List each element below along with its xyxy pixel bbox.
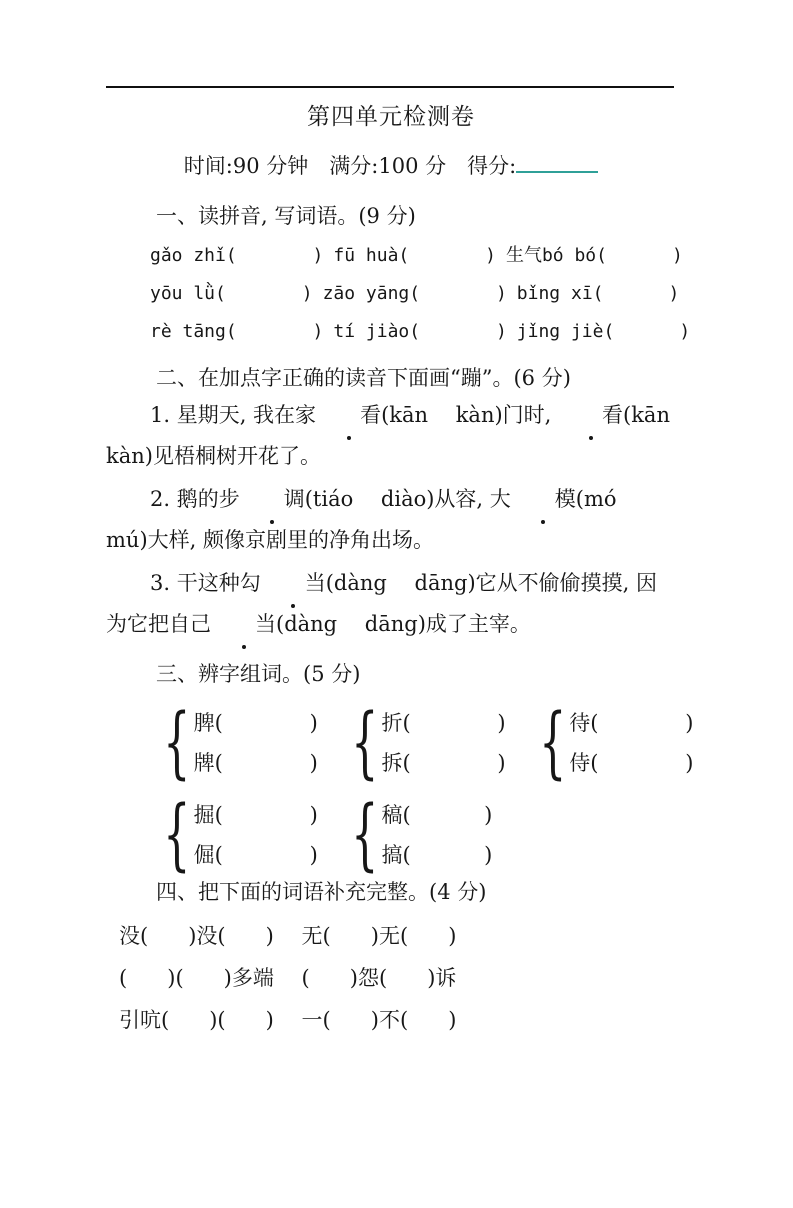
- word-blank: 牌( ): [193, 751, 318, 775]
- text-segment: (kān kàn)见梧桐树开花了。: [106, 403, 698, 468]
- idiom-blank-row: ( )( )多端 ( )怨( )诉: [119, 966, 457, 990]
- word-blank: 拆( ): [381, 751, 506, 775]
- question-item-3: [106, 563, 676, 645]
- left-brace: {: [163, 698, 191, 788]
- pinyin-blank: fū huà( ): [333, 245, 496, 266]
- score-blank-line: [516, 150, 598, 173]
- left-brace: {: [538, 698, 567, 788]
- dotted-emphasis-char: 看: [558, 395, 623, 436]
- text-segment: 2. 鹅的步: [150, 487, 240, 511]
- pinyin-row: [106, 313, 691, 351]
- word-blank: 侍( ): [569, 751, 694, 775]
- idiom-blank-row: 引吭( )( ) 一( )不( ): [119, 1008, 457, 1032]
- pinyin-blank: zāo yāng( ): [322, 283, 507, 304]
- brace-group: [152, 698, 318, 788]
- top-rule: [106, 86, 674, 88]
- brace-word-column: [381, 795, 492, 875]
- pinyin-blank: jǐng jiè( ): [516, 321, 691, 342]
- brace-word-column: [194, 795, 318, 875]
- brace-group: [340, 698, 506, 788]
- brace-word-column: [381, 703, 505, 783]
- section-2-heading: 二、在加点字正确的读音下面画“蹦”。(6 分): [156, 366, 571, 390]
- word-blank: 折( ): [381, 711, 506, 735]
- word-blank: 稿( ): [381, 803, 493, 827]
- text-segment: (mó mú)大样, 颇像京剧里的净角出场。: [106, 487, 645, 552]
- brace-group: [152, 790, 318, 880]
- pinyin-blank: yōu lǜ( ): [150, 283, 313, 304]
- word-blank: 待( ): [569, 711, 694, 735]
- word-blank: 掘( ): [193, 803, 318, 827]
- text-segment: 3. 干这种勾: [150, 571, 261, 595]
- brace-word-column: [194, 703, 318, 783]
- dotted-emphasis-char: 当: [211, 604, 276, 645]
- exam-meta: [106, 150, 676, 181]
- left-brace: {: [350, 698, 379, 788]
- section-3-heading: 三、辨字组词。(5 分): [156, 662, 361, 686]
- dotted-emphasis-char: 看: [316, 395, 381, 436]
- brace-group: [528, 698, 694, 788]
- text-segment: 1. 星期天, 我在家: [150, 403, 317, 427]
- text-segment: (dàng dāng)它从不偷偷摸摸, 因为它把自己: [106, 571, 657, 636]
- pinyin-row: [106, 237, 683, 275]
- brace-group-row: [106, 698, 694, 788]
- left-brace: {: [350, 790, 379, 880]
- pinyin-blank: 生气bó bó( ): [505, 245, 683, 266]
- word-blank: 倔( ): [193, 843, 318, 867]
- brace-word-column: [569, 703, 693, 783]
- left-brace: {: [163, 790, 191, 880]
- section-4-heading: 四、把下面的词语补充完整。(4 分): [156, 880, 487, 904]
- section-1-heading: 一、读拼音, 写词语。(9 分): [156, 204, 416, 228]
- brace-group: [340, 790, 493, 880]
- page-title: 第四单元检测卷: [307, 104, 475, 130]
- pinyin-row: [106, 275, 680, 313]
- pinyin-blank: gǎo zhǐ( ): [150, 245, 324, 266]
- brace-group-row: [106, 790, 676, 880]
- test-paper-page: [0, 86, 793, 1208]
- word-blank: 脾( ): [193, 711, 318, 735]
- word-blank: 搞( ): [381, 843, 493, 867]
- dotted-emphasis-char: 调: [240, 479, 305, 520]
- idiom-blank-row: 没( )没( ) 无( )无( ): [119, 924, 457, 948]
- exam-meta-text: 时间:90 分钟 满分:100 分 得分:: [183, 154, 517, 178]
- text-segment: (dàng dāng)成了主宰。: [276, 612, 531, 636]
- dotted-emphasis-char: 当: [261, 563, 326, 604]
- dotted-emphasis-char: 模: [511, 479, 576, 520]
- pinyin-blank: bǐng xī( ): [516, 283, 680, 304]
- question-item-2: [106, 479, 676, 561]
- text-segment: (tiáo diào)从容, 大: [304, 487, 511, 511]
- question-item-1: [106, 395, 698, 477]
- pinyin-blank: rè tāng( ): [150, 321, 324, 342]
- text-segment: (kān kàn)门时,: [381, 403, 559, 427]
- pinyin-blank: tí jiào( ): [333, 321, 507, 342]
